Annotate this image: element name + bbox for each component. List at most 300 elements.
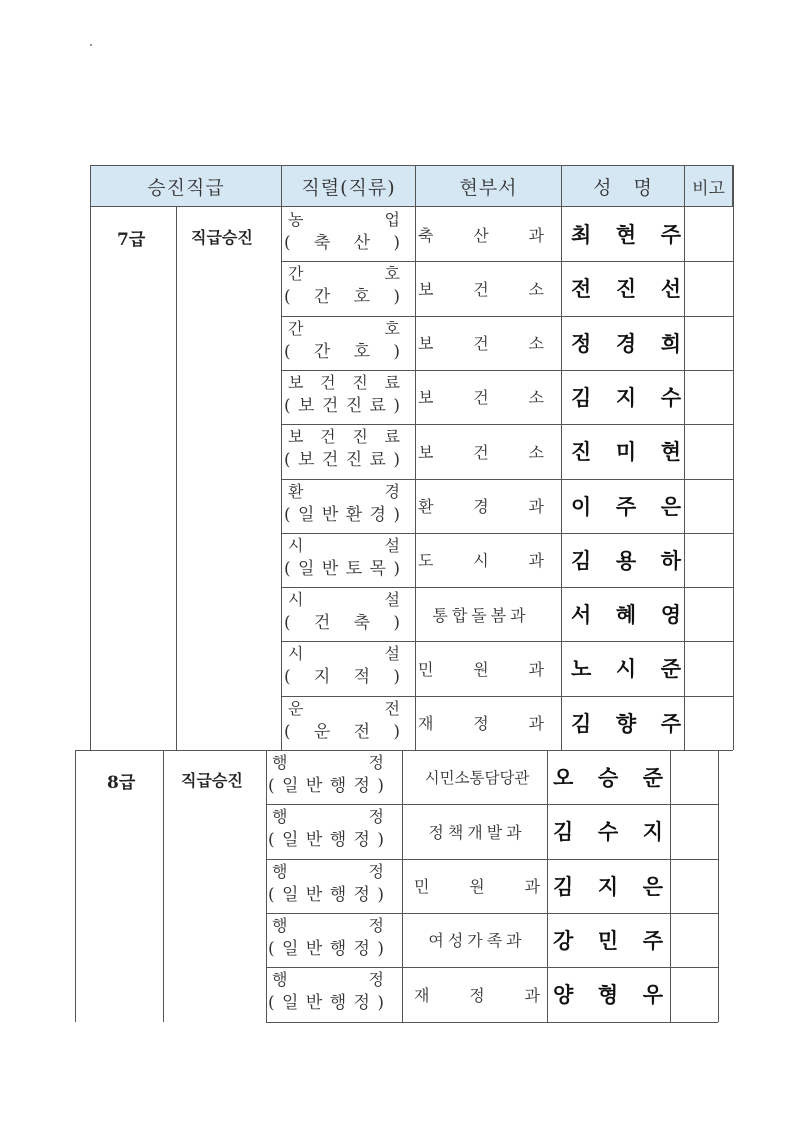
row-divider [266, 859, 718, 860]
job-class-char: ) [377, 993, 384, 1014]
job-class-char: 일 [282, 884, 299, 905]
person-name-cell [553, 967, 663, 1021]
person-name-cell [571, 479, 681, 533]
person-name-char: 수 [660, 385, 681, 410]
person-name-char: 김 [571, 385, 592, 410]
row-divider [281, 587, 733, 588]
header-name: 성 명 [561, 165, 685, 207]
person-name-char: 진 [571, 440, 592, 465]
person-name-char: 김 [553, 820, 574, 845]
grade-label: 7급 [117, 230, 146, 250]
person-name-char: 김 [553, 874, 574, 899]
job-class-char: 행 [329, 938, 347, 959]
job-series-char: 농 [288, 210, 304, 229]
job-series-cell [266, 750, 392, 804]
job-series-cell [266, 859, 392, 913]
column-divider [402, 750, 403, 1022]
department-cell [418, 261, 544, 315]
job-class-char: 보 [298, 395, 315, 416]
person-name-cell [571, 207, 681, 261]
job-series-char: 진 [352, 372, 368, 392]
department-cell: 여성가족과 [428, 931, 526, 951]
job-class-char: 반 [321, 558, 339, 579]
job-series-name [288, 265, 400, 283]
job-series-char: 업 [384, 210, 400, 229]
person-name-char: 주 [660, 223, 681, 247]
job-series-name [288, 320, 400, 338]
job-series-name [272, 808, 384, 826]
job-series-char: 간 [288, 264, 304, 284]
department-char: 과 [528, 225, 544, 245]
person-name-char: 용 [615, 548, 637, 573]
job-class-char: 환 [345, 504, 363, 525]
job-class-char: ) [377, 830, 384, 851]
row-divider [281, 424, 733, 425]
department-cell [418, 479, 544, 533]
job-class-char: ( [284, 721, 291, 742]
department-char: 원 [469, 877, 485, 897]
job-class-char: 건 [321, 450, 339, 471]
job-class-char: 정 [353, 776, 370, 796]
job-class-char: 경 [369, 504, 386, 525]
job-series-char: 료 [384, 427, 400, 447]
job-class-char: 축 [313, 233, 331, 253]
job-class-char: ) [393, 341, 400, 362]
table-border-right [718, 750, 719, 1022]
job-series-char: 설 [384, 644, 400, 664]
department-char: 축 [418, 225, 434, 245]
job-class-char: 간 [313, 287, 331, 308]
job-series-name [272, 754, 384, 772]
job-class-char: 보 [298, 450, 315, 471]
job-series-char: 환 [288, 481, 304, 501]
person-name-cell [553, 750, 663, 804]
job-class-char: 일 [282, 830, 299, 851]
department-char: 건 [473, 442, 489, 462]
person-name-char: 전 [571, 277, 592, 302]
person-name-char: 강 [553, 928, 574, 953]
job-class-char: 축 [353, 613, 371, 634]
row-divider [281, 261, 733, 262]
department-char: 소 [528, 442, 544, 462]
job-class-char: 호 [353, 287, 371, 308]
job-class-name [284, 342, 400, 362]
department-cell [414, 967, 540, 1021]
person-name-char: 은 [642, 874, 663, 899]
person-name-char: 지 [597, 874, 619, 899]
person-name-cell [571, 587, 681, 641]
job-class-char: 반 [305, 993, 323, 1014]
department-char: 재 [418, 714, 434, 734]
person-name-char: 최 [571, 223, 592, 247]
department-char: 원 [473, 659, 489, 679]
department-char: 보 [418, 334, 434, 354]
job-class-char: ) [393, 613, 400, 634]
job-class-char: 전 [353, 721, 371, 742]
job-class-char: 호 [353, 341, 371, 362]
job-class-char: ( [284, 450, 291, 471]
job-class-char: 정 [353, 884, 370, 905]
department-cell: 통합돌봄과 [432, 605, 530, 625]
job-class-name [284, 450, 400, 470]
job-class-char: ) [393, 395, 400, 416]
job-class-char: ( [284, 558, 291, 579]
job-class-char: ) [393, 287, 400, 308]
job-class-char: 일 [282, 776, 299, 796]
job-series-char: 보 [288, 427, 304, 447]
person-name-char: 김 [571, 548, 592, 573]
job-series-char: 행 [272, 861, 288, 881]
job-class-char: ( [284, 341, 291, 362]
person-name-char: 은 [660, 494, 681, 519]
job-class-char: ) [393, 233, 400, 253]
job-class-char: 토 [345, 558, 363, 579]
row-divider [266, 913, 718, 914]
person-name-char: 형 [597, 983, 619, 1008]
table-border-left [75, 750, 76, 1022]
department-char: 정 [473, 714, 489, 734]
job-series-char: 설 [384, 535, 400, 555]
person-name-char: 하 [660, 548, 681, 573]
job-class-char: 목 [369, 558, 386, 579]
department-char: 과 [524, 985, 540, 1005]
person-name-char: 준 [660, 657, 681, 682]
table-border-bottom [266, 1022, 718, 1023]
person-name-cell [571, 316, 681, 370]
job-series-cell [282, 207, 408, 261]
department-char: 민 [418, 659, 434, 679]
person-name-char: 지 [615, 385, 637, 410]
job-class-name [284, 233, 400, 253]
job-class-char: 건 [321, 395, 339, 416]
person-name-cell [553, 804, 663, 858]
job-class-char: ) [393, 504, 400, 525]
department-cell [418, 696, 544, 750]
job-series-char: 건 [320, 372, 336, 392]
job-series-cell [282, 641, 408, 695]
job-series-name [272, 917, 384, 935]
person-name-char: 주 [660, 711, 681, 736]
department-char: 소 [528, 279, 544, 299]
person-name-char: 혜 [615, 603, 637, 628]
person-name-char: 승 [597, 766, 619, 790]
job-series-char: 경 [384, 481, 400, 501]
job-series-char: 행 [272, 753, 288, 772]
person-name-char: 현 [660, 440, 681, 465]
person-name-char: 주 [615, 494, 637, 519]
department-char: 보 [418, 279, 434, 299]
job-class-char: ( [284, 504, 291, 525]
job-series-name [272, 971, 384, 989]
header-job-series: 직렬(직류) [281, 165, 416, 207]
job-class-char: 행 [329, 830, 347, 851]
job-class-char: 반 [305, 884, 323, 905]
job-series-name [288, 374, 400, 392]
table-border-left [90, 207, 91, 750]
job-class-name [284, 613, 400, 633]
department-char: 보 [418, 388, 434, 408]
person-name-char: 김 [571, 711, 592, 736]
column-divider [163, 750, 164, 1022]
department-cell [418, 424, 544, 478]
job-series-char: 건 [320, 427, 336, 447]
person-name-char: 미 [615, 440, 637, 465]
job-series-cell [282, 479, 408, 533]
job-class-char: ( [284, 613, 291, 634]
job-class-char: ) [393, 558, 400, 579]
column-divider [670, 750, 671, 1022]
job-class-char: 반 [305, 938, 323, 959]
job-series-char: 정 [368, 915, 384, 935]
job-class-name [284, 287, 400, 307]
job-series-cell [282, 533, 408, 587]
person-name-char: 시 [615, 657, 637, 682]
job-class-char: ) [377, 884, 384, 905]
job-class-char: 산 [353, 233, 371, 253]
job-class-name [268, 939, 384, 959]
person-name-char: 선 [660, 277, 681, 302]
row-divider [266, 804, 718, 805]
job-series-cell [266, 913, 392, 967]
header-remarks: 비고 [684, 165, 733, 207]
department-char: 과 [524, 877, 540, 897]
department-cell [418, 533, 544, 587]
department-char: 건 [473, 334, 489, 354]
row-divider [281, 641, 733, 642]
scan-speck [90, 44, 92, 46]
job-series-name [288, 700, 400, 718]
job-series-char: 행 [272, 970, 288, 990]
job-class-char: ( [284, 395, 291, 416]
department-char: 건 [473, 279, 489, 299]
person-name-char: 현 [615, 223, 637, 247]
job-class-char: 일 [298, 504, 315, 525]
row-divider [281, 479, 733, 480]
department-char: 건 [473, 388, 489, 408]
job-series-cell [282, 370, 408, 424]
job-class-char: ( [268, 830, 275, 851]
job-series-char: 시 [288, 535, 304, 555]
job-class-char: 료 [369, 395, 386, 416]
job-series-cell [266, 804, 392, 858]
job-class-char: 정 [353, 830, 370, 851]
department-char: 도 [418, 551, 434, 571]
department-char: 재 [414, 985, 430, 1005]
job-series-char: 료 [384, 372, 400, 392]
job-class-char: ( [268, 884, 275, 905]
job-series-cell [282, 587, 408, 641]
department-char: 환 [418, 497, 434, 516]
job-class-char: 운 [313, 721, 331, 742]
job-class-char: ( [268, 776, 275, 796]
grade-label: 8급 [107, 773, 136, 793]
job-class-char: ) [393, 667, 400, 688]
department-cell [414, 859, 540, 913]
job-class-char: 진 [345, 450, 363, 471]
promotion-kind-label: 직급승진 [181, 771, 243, 790]
job-series-name [288, 483, 400, 501]
department-char: 소 [528, 334, 544, 354]
job-class-name [284, 722, 400, 742]
job-class-char: ( [284, 233, 291, 253]
job-series-char: 설 [384, 590, 400, 610]
job-class-char: 건 [313, 613, 331, 634]
job-class-name [268, 830, 384, 850]
job-series-char: 시 [288, 590, 304, 610]
job-series-char: 정 [368, 807, 384, 827]
job-series-char: 간 [288, 318, 304, 338]
header-promo-grade: 승진직급 [90, 165, 282, 207]
person-name-char: 정 [571, 331, 592, 356]
job-class-char: 진 [345, 395, 363, 416]
job-series-name [272, 863, 384, 881]
group-divider [75, 750, 733, 751]
person-name-char: 오 [553, 766, 574, 790]
job-series-name [288, 591, 400, 609]
person-name-cell [571, 696, 681, 750]
job-series-cell [282, 424, 408, 478]
column-divider [266, 750, 267, 1022]
job-class-name [284, 559, 400, 579]
person-name-cell [571, 424, 681, 478]
department-char: 소 [528, 388, 544, 408]
header-current-dept: 현부서 [415, 165, 562, 207]
person-name-char: 수 [597, 820, 619, 845]
person-name-char: 지 [642, 820, 663, 845]
person-name-char: 경 [615, 331, 637, 356]
person-name-cell [571, 533, 681, 587]
job-class-name [284, 667, 400, 687]
person-name-cell [553, 859, 663, 913]
job-series-name [288, 211, 400, 229]
row-divider [281, 316, 733, 317]
job-series-cell [266, 967, 392, 1021]
job-class-char: ) [393, 721, 400, 742]
job-series-char: 정 [368, 861, 384, 881]
person-name-char: 민 [597, 928, 619, 953]
job-series-cell [282, 696, 408, 750]
job-class-char: 반 [305, 776, 323, 796]
job-class-char: 일 [282, 938, 299, 959]
department-char: 과 [528, 497, 544, 516]
job-class-char: ) [377, 938, 384, 959]
job-class-name [268, 776, 384, 796]
person-name-char: 준 [642, 766, 663, 790]
person-name-char: 주 [642, 928, 663, 953]
department-cell [418, 316, 544, 370]
job-class-char: 료 [369, 450, 386, 471]
job-series-char: 호 [384, 318, 400, 338]
job-series-cell [282, 316, 408, 370]
job-class-char: 행 [329, 776, 347, 796]
job-class-name [268, 993, 384, 1013]
person-name-cell [571, 641, 681, 695]
department-char: 과 [528, 659, 544, 679]
job-class-char: ( [284, 667, 291, 688]
person-name-char: 우 [642, 983, 663, 1008]
job-class-char: 행 [329, 993, 347, 1014]
job-series-name [288, 645, 400, 663]
department-char: 보 [418, 442, 434, 462]
job-class-char: 적 [353, 667, 371, 688]
job-series-char: 보 [288, 372, 304, 392]
job-class-name [268, 885, 384, 905]
job-series-char: 정 [368, 970, 384, 990]
job-class-char: 정 [353, 938, 370, 959]
department-char: 경 [473, 497, 489, 516]
department-char: 과 [528, 551, 544, 571]
job-class-char: 정 [353, 993, 370, 1014]
job-class-char: ) [393, 450, 400, 471]
job-class-name [284, 396, 400, 416]
row-divider [281, 533, 733, 534]
department-char: 민 [414, 877, 430, 897]
job-class-char: 반 [321, 504, 339, 525]
job-class-char: 행 [329, 884, 347, 905]
department-cell: 시민소통담당관 [424, 769, 530, 787]
job-series-char: 진 [352, 427, 368, 447]
person-name-char: 서 [571, 603, 592, 628]
person-name-char: 향 [615, 711, 637, 736]
promotion-kind-label: 직급승진 [191, 228, 253, 247]
person-name-cell [571, 370, 681, 424]
person-name-char: 노 [571, 657, 592, 682]
job-class-char: ) [377, 776, 384, 796]
job-series-char: 호 [384, 264, 400, 284]
job-series-char: 전 [384, 698, 400, 718]
row-divider [281, 370, 733, 371]
person-name-char: 양 [553, 983, 574, 1008]
department-char: 정 [469, 985, 485, 1005]
row-divider [266, 967, 718, 968]
job-series-char: 시 [288, 644, 304, 664]
job-class-char: ( [284, 287, 291, 308]
person-name-char: 영 [660, 603, 681, 628]
column-divider [547, 750, 548, 1022]
row-divider [281, 696, 733, 697]
department-char: 시 [473, 551, 489, 571]
job-series-char: 행 [272, 807, 288, 827]
person-name-cell [553, 913, 663, 967]
job-series-char: 행 [272, 915, 288, 935]
column-divider [176, 207, 177, 750]
department-cell: 정책개발과 [428, 822, 526, 842]
job-class-char: 일 [282, 993, 299, 1014]
job-class-char: 지 [313, 667, 331, 688]
person-name-cell [571, 261, 681, 315]
department-cell [418, 641, 544, 695]
job-series-char: 정 [368, 753, 384, 772]
job-class-name [284, 505, 400, 525]
department-char: 산 [473, 225, 489, 245]
person-name-char: 진 [615, 277, 637, 302]
job-class-char: 반 [305, 830, 323, 851]
job-series-name [288, 537, 400, 555]
department-cell [418, 207, 544, 261]
job-series-char: 운 [288, 698, 304, 718]
department-char: 과 [528, 714, 544, 734]
job-class-char: 간 [313, 341, 331, 362]
job-class-char: 일 [298, 558, 315, 579]
department-cell [418, 370, 544, 424]
table-border-right [733, 165, 734, 750]
person-name-char: 이 [571, 494, 592, 519]
job-series-name [288, 428, 400, 446]
job-series-cell [282, 261, 408, 315]
job-class-char: ( [268, 993, 275, 1014]
person-name-char: 희 [660, 331, 681, 356]
job-class-char: ( [268, 938, 275, 959]
